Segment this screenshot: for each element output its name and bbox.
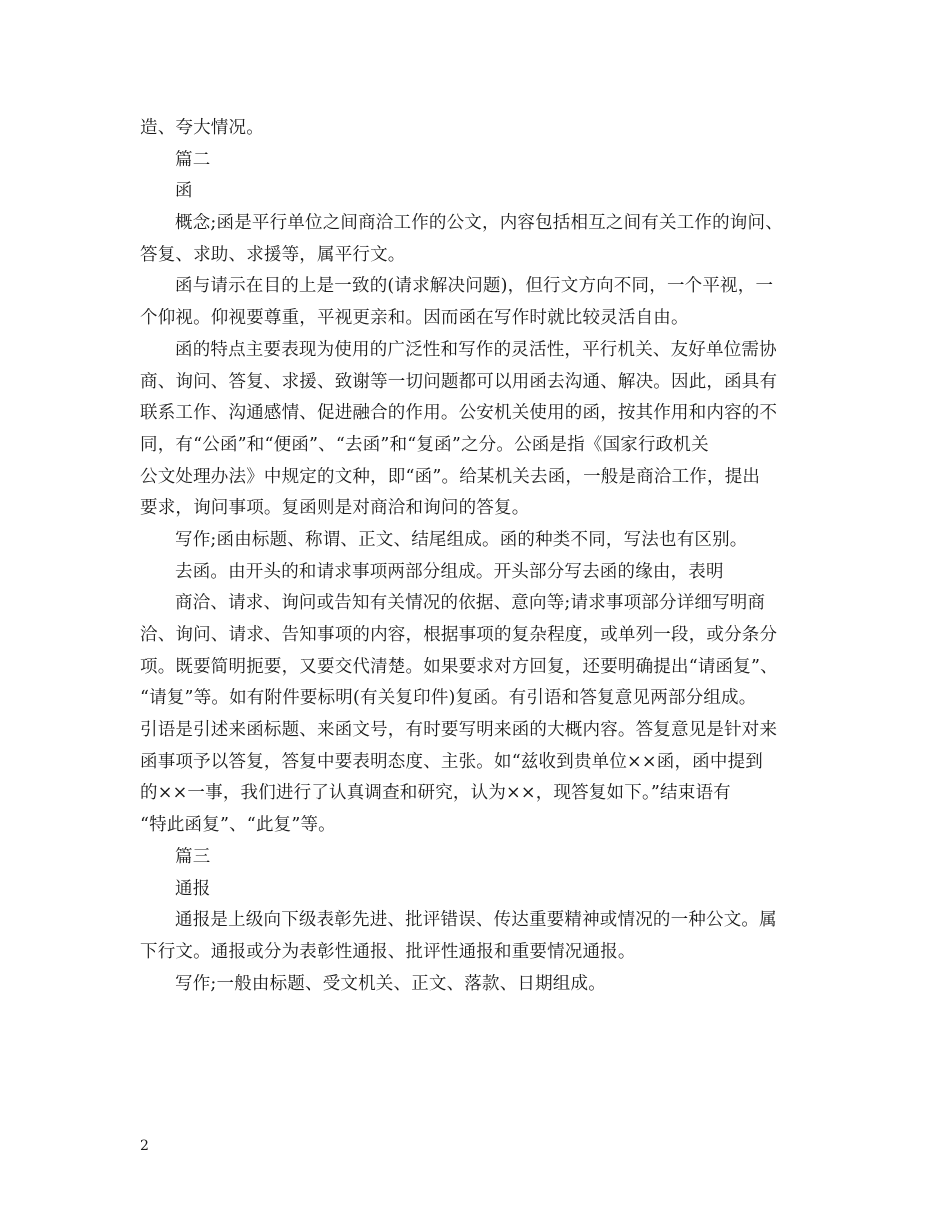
text-line: 同，有“公函”和“便函”、“去函”和“复函”之分。公函是指《国家行政机关: [140, 434, 709, 455]
page-number: 2: [140, 1138, 149, 1154]
text-line: 商洽、请求、询问或告知有关情况的依据、意向等;请求事项部分详细写明商: [175, 593, 766, 614]
text-line: 的××一事，我们进行了认真调查和研究，认为××，现答复如下。”结束语有: [140, 783, 731, 804]
text-line: 洽、询问、请求、告知事项的内容，根据事项的复杂程度，或单列一段，或分条分: [140, 625, 778, 645]
text-line: 个仰视。仰视要尊重，平视更亲和。因而函在写作时就比较灵活自由。: [140, 308, 689, 329]
text-line: 通报是上级向下级表彰先进、批评错误、传达重要精神或情况的一种公文。属: [175, 910, 777, 931]
text-line: 要求，询问事项。复函则是对商洽和询问的答复。: [140, 498, 530, 519]
text-line: 去函。由开头的和请求事项两部分组成。开头部分写去函的缘由，表明: [175, 561, 724, 582]
text-line: 篇三: [175, 846, 211, 867]
text-line: 函的特点主要表现为使用的广泛性和写作的灵活性，平行机关、友好单位需协: [175, 339, 777, 360]
text-line: 项。既要简明扼要，又要交代清楚。如果要求对方回复，还要明确提出“请函复”、: [140, 656, 778, 677]
text-line: 商、询问、答复、求援、致谢等一切问题都可以用函去沟通、解决。因此，函具有: [140, 371, 778, 392]
text-line: 公文处理办法》中规定的文种，即“函”。给某机关去函，一般是商洽工作，提出: [140, 466, 761, 487]
text-line: “特此函复”、“此复”等。: [140, 815, 336, 836]
text-line: 造、夸大情况。: [140, 118, 264, 138]
body-text: [140, 113, 820, 1000]
text-line: 函与请示在目的上是一致的(请求解决问题)，但行文方向不同，一个平视，一: [175, 276, 774, 297]
text-line: 篇二: [175, 149, 211, 170]
text-line: 通报: [175, 878, 211, 899]
text-line: 概念;函是平行单位之间商洽工作的公文，内容包括相互之间有关工作的询问、: [175, 213, 783, 234]
text-line: 写作;一般由标题、受文机关、正文、落款、日期组成。: [175, 973, 606, 994]
text-line: 函: [175, 181, 193, 202]
text-line: 引语是引述来函标题、来函文号，有时要写明来函的大概内容。答复意见是针对来: [140, 720, 778, 741]
text-line: 下行文。通报或分为表彰性通报、批评性通报和重要情况通报。: [140, 941, 636, 962]
text-line: 写作;函由标题、称谓、正文、结尾组成。函的种类不同，写法也有区别。: [175, 529, 748, 550]
text-line: 答复、求助、求援等，属平行文。: [140, 244, 406, 265]
text-line: 函事项予以答复，答复中要表明态度、主张。如“兹收到贵单位××函，函中提到: [140, 751, 763, 772]
text-line: 联系工作、沟通感情、促进融合的作用。公安机关使用的函，按其作用和内容的不: [140, 403, 778, 424]
text-line: “请复”等。如有附件要标明(有关复印件)复函。有引语和答复意见两部分组成。: [140, 688, 757, 709]
